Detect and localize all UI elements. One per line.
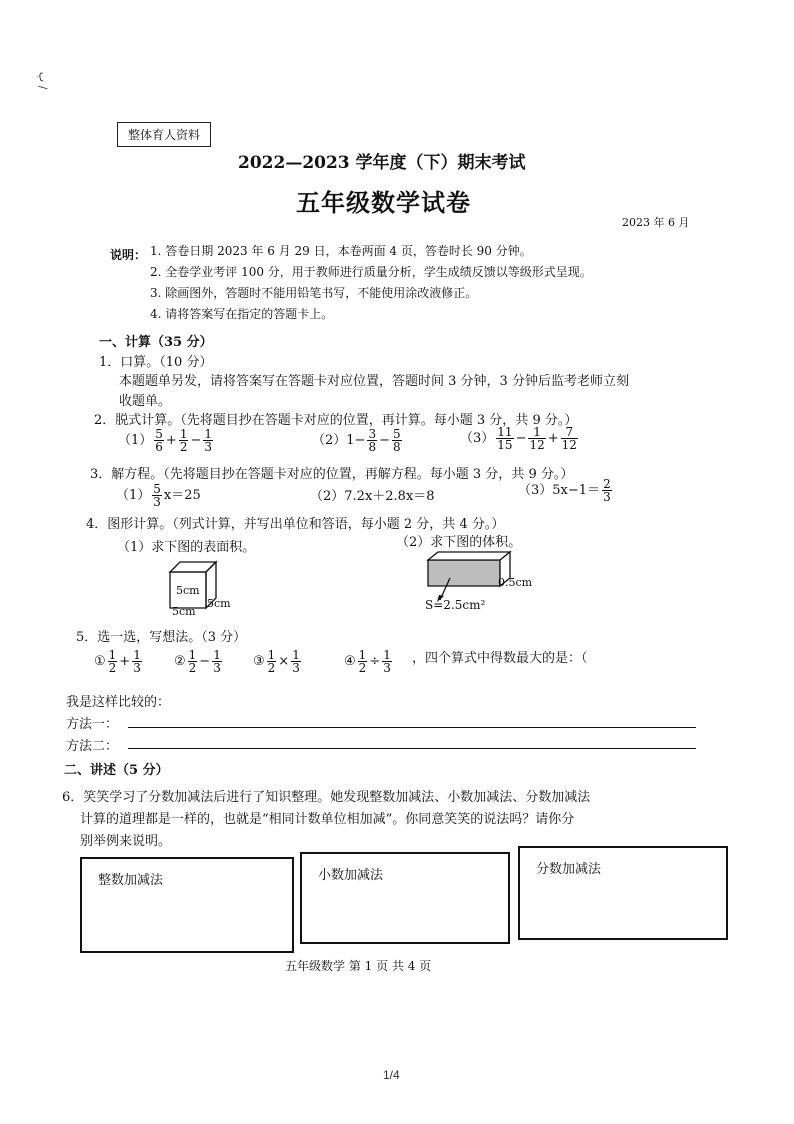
q5-option-2: ② $\frac{1}{2}$ − $\frac{1}{3}$	[174, 648, 221, 675]
cube-right-label: 5cm	[207, 597, 231, 610]
q5-question-tail: ，四个算式中得数最大的是：（	[412, 651, 588, 666]
method-2-answer-line[interactable]	[128, 748, 696, 749]
q3-item-2: （2）7.2x＋2.8x＝8	[310, 489, 435, 504]
q2-title: 2．脱式计算。（先将题目抄在答题卡对应的位置，再计算。每小题 3 分，共 9 分。）	[94, 413, 578, 428]
q5-option-3: ③ $\frac{1}{2}$ × $\frac{1}{3}$	[253, 648, 300, 675]
q3-title: 3．解方程。（先将题目抄在答题卡对应的位置，再解方程。每小题 3 分，共 9 分。）	[90, 467, 574, 482]
q6-line-3: 别举例来说明。	[80, 834, 172, 849]
stamp-label: 整体育人资料	[117, 122, 211, 147]
page-footer: 五年级数学 第 1 页 共 4 页	[285, 959, 432, 973]
q4-sub-1: （1）求下图的表面积。	[117, 540, 256, 555]
q1-instruction-line1: 本题题单另发，请将答案写在答题卡对应位置，答题时间 3 分钟，3 分钟后监考老师立刻	[119, 374, 629, 389]
section-1-heading: 一、计算（35 分）	[99, 335, 213, 350]
answer-box-decimal[interactable]	[300, 852, 510, 944]
corner-mark: ب /	[36, 71, 50, 90]
method-1-answer-line[interactable]	[128, 727, 696, 728]
note-item: 3. 除画图外，答题时不能用铅笔书写，不能使用涂改液修正。	[150, 286, 478, 300]
notes-label: 说明：	[110, 248, 147, 262]
q6-line-1: 6．笑笑学习了分数加减法后进行了知识整理。她发现整数加减法、小数加减法、分数加减法	[62, 790, 591, 805]
section-2-heading: 二、讲述（5 分）	[64, 763, 169, 778]
exam-subtitle: 五年级数学试卷	[296, 188, 471, 217]
note-item: 2. 全卷学业考评 100 分，用于教师进行质量分析，学生成绩反馈以等级形式呈现。	[150, 265, 592, 279]
answer-box-label: 小数加减法	[318, 868, 384, 883]
answer-box-label: 整数加减法	[98, 873, 164, 888]
exam-date: 2023 年 6 月	[622, 216, 690, 229]
q3-item-1: （1） $\frac{5}{3}$ x＝25	[116, 482, 201, 509]
q6-line-2: 计算的道理都是一样的，也就是“相同计数单位相加减”。你同意笑笑的说法吗？请你分	[80, 812, 575, 827]
prism-area-label: S=2.5cm²	[425, 598, 486, 612]
q2-item-2: （2）1− $\frac{3}{8}$ − $\frac{5}{8}$	[312, 427, 401, 454]
prism-height-label: 0.5cm	[498, 576, 533, 589]
q2-item-3: （3） $\frac{11}{15}$ − $\frac{1}{12}$ + $\frac{7}{12}$	[460, 425, 577, 452]
method-1-label: 方法一：	[66, 717, 119, 732]
note-item: 1. 答卷日期 2023 年 6 月 29 日，本卷两面 4 页，答卷时长 90 分钟。	[150, 244, 532, 258]
q5-title: 5．选一选，写想法。（3 分）	[76, 630, 247, 645]
answer-box-fraction[interactable]	[518, 846, 728, 940]
compare-label: 我是这样比较的：	[66, 695, 171, 710]
q1-title: 1．口算。（10 分）	[99, 355, 213, 370]
q4-sub-2: （2）求下图的体积。	[396, 535, 522, 550]
answer-box-label: 分数加减法	[536, 862, 602, 877]
q5-option-1: ① $\frac{1}{2}$ + $\frac{1}{3}$	[94, 648, 141, 675]
note-item: 4. 请将答案写在指定的答题卡上。	[150, 307, 334, 321]
answer-box-integer[interactable]	[80, 857, 294, 953]
page-indicator: 1/4	[383, 1068, 400, 1082]
q4-title: 4．图形计算。（列式计算，并写出单位和答语，每小题 2 分，共 4 分。）	[86, 517, 505, 532]
q5-option-4: ④ $\frac{1}{2}$ ÷ $\frac{1}{3}$	[344, 648, 391, 675]
cube-face-label: 5cm	[176, 584, 200, 597]
exam-title: 2022—2023 学年度（下）期末考试	[238, 153, 526, 173]
cube-bottom-label: 5cm	[172, 605, 196, 618]
q3-item-3: （3）5x−1＝ $\frac{2}{3}$	[518, 477, 611, 504]
q1-instruction-line2: 收题单。	[119, 394, 172, 409]
q2-item-1: （1） $\frac{5}{6}$ + $\frac{1}{2}$ − $\frac{1}{3}$	[118, 427, 213, 454]
method-2-label: 方法二：	[66, 739, 119, 754]
